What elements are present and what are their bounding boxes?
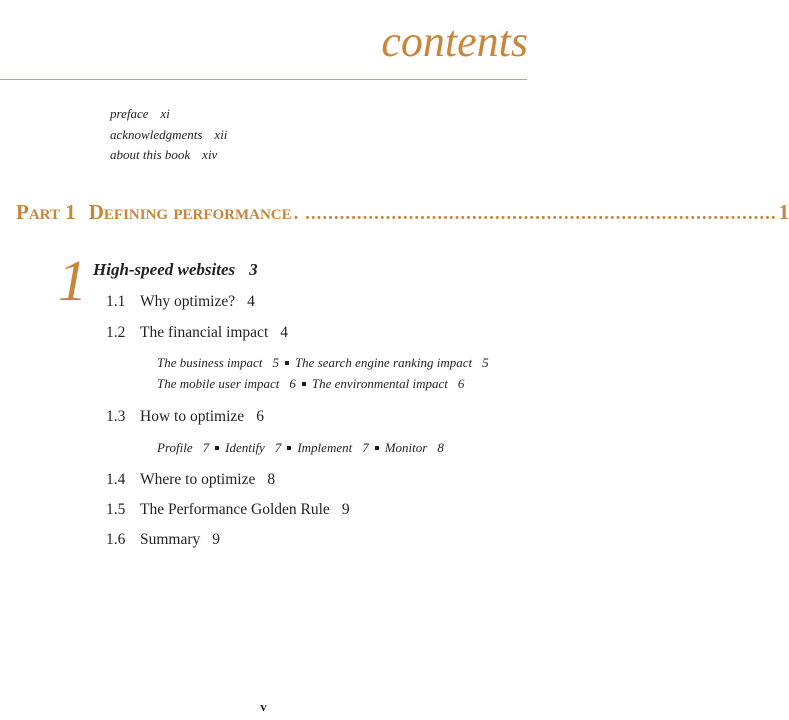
chapter-number: 1 xyxy=(58,248,87,313)
section-entry[interactable] xyxy=(106,293,255,311)
section-number: 1.6 xyxy=(106,531,126,548)
dot-leader: . .................................................................................. xyxy=(293,203,777,224)
front-matter-page: xii xyxy=(214,126,228,142)
bullet-separator xyxy=(302,382,306,386)
section-page-number: 8 xyxy=(267,471,276,488)
front-matter-item[interactable] xyxy=(110,125,227,146)
subsection-page-number: 6 xyxy=(457,376,465,391)
section-title: Summary xyxy=(140,531,201,548)
part-heading[interactable] xyxy=(16,200,789,225)
subsection-page-number: 7 xyxy=(362,440,369,455)
subsection-page-number: 7 xyxy=(202,440,210,455)
part-label: Part 1 xyxy=(16,200,76,224)
section-number: 1.5 xyxy=(106,501,126,518)
subsection-entry[interactable] xyxy=(385,440,444,455)
bullet-separator xyxy=(375,446,379,450)
subsection-entry[interactable] xyxy=(157,440,209,455)
subsection-title: The mobile user impact xyxy=(157,376,280,391)
subsection-page-number: 8 xyxy=(437,440,444,455)
front-matter-page: xiv xyxy=(202,147,218,162)
subsection-title: Identify xyxy=(225,440,265,455)
subsection-page-number: 6 xyxy=(289,376,296,391)
section-number: 1.4 xyxy=(106,471,126,488)
section-page-number: 4 xyxy=(247,293,255,310)
page-folio: v xyxy=(260,699,267,714)
subsection-title: Profile xyxy=(157,440,193,455)
subsection-entry[interactable] xyxy=(297,440,368,455)
section-number: 1.3 xyxy=(106,408,126,425)
section-number: 1.2 xyxy=(106,324,126,341)
section-number: 1.1 xyxy=(106,293,126,310)
subsection-entry[interactable] xyxy=(225,440,281,455)
bullet-separator xyxy=(287,446,291,450)
chapter-page-number: 3 xyxy=(249,260,258,279)
front-matter-list xyxy=(110,104,227,166)
front-matter-page: xi xyxy=(160,106,170,121)
subsection-list xyxy=(157,437,444,458)
subsection-entry[interactable] xyxy=(157,376,296,391)
section-page-number: 9 xyxy=(212,531,221,548)
header-divider xyxy=(0,79,527,80)
subsection-title: The search engine ranking impact xyxy=(294,355,473,370)
section-entry[interactable] xyxy=(106,408,264,426)
page-title: contents xyxy=(381,17,528,66)
subsection-line xyxy=(157,373,489,394)
section-entry[interactable] xyxy=(106,324,288,342)
front-matter-label: acknowledgments xyxy=(110,126,203,142)
section-entry[interactable] xyxy=(106,531,220,549)
section-title: The Performance Golden Rule xyxy=(140,501,330,518)
section-page-number: 4 xyxy=(280,324,288,341)
bullet-separator xyxy=(285,361,289,365)
front-matter-item[interactable] xyxy=(110,145,227,166)
subsection-page-number: 5 xyxy=(482,355,489,370)
subsection-title: The environmental impact xyxy=(311,376,448,391)
subsection-title: Implement xyxy=(297,440,353,455)
subsection-line xyxy=(157,437,444,458)
subsection-line xyxy=(157,352,489,373)
subsection-title: Monitor xyxy=(384,440,428,455)
part-title: Defining performance xyxy=(88,200,292,224)
section-entry[interactable] xyxy=(106,471,275,489)
subsection-list xyxy=(157,352,489,394)
subsection-entry[interactable] xyxy=(157,355,279,370)
bullet-separator xyxy=(215,446,219,450)
subsection-page-number: 5 xyxy=(272,355,279,370)
chapter-title[interactable] xyxy=(93,260,258,280)
section-title: Why optimize? xyxy=(140,293,236,310)
section-page-number: 9 xyxy=(341,501,350,518)
front-matter-item[interactable] xyxy=(110,104,227,125)
part-page-number: 1 xyxy=(778,200,789,224)
front-matter-label: preface xyxy=(110,106,149,121)
section-title: How to optimize xyxy=(140,408,245,425)
subsection-entry[interactable] xyxy=(312,376,465,391)
subsection-entry[interactable] xyxy=(295,355,489,370)
subsection-page-number: 7 xyxy=(274,440,282,455)
section-entry[interactable] xyxy=(106,501,350,519)
subsection-title: The business impact xyxy=(157,355,263,370)
section-title: The financial impact xyxy=(140,324,269,341)
section-page-number: 6 xyxy=(256,408,264,425)
section-title: Where to optimize xyxy=(140,471,256,488)
chapter-title-text: High-speed websites xyxy=(93,260,236,279)
front-matter-label: about this book xyxy=(110,147,191,162)
